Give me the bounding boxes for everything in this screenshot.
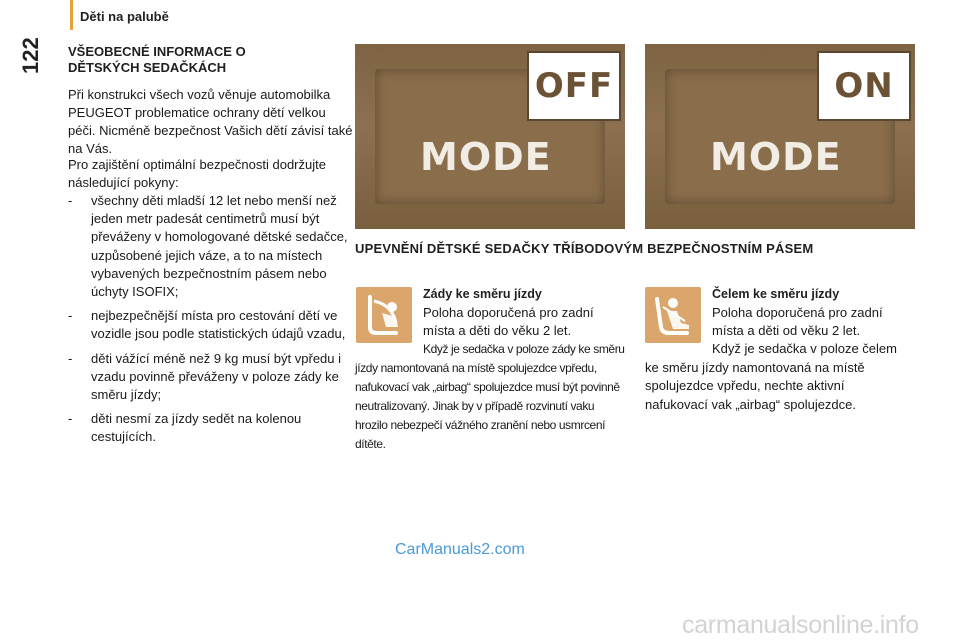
- list-item: - děti nesmí za jízdy sedět na kolenou cestujících.: [68, 411, 302, 445]
- section-accent-bar: [70, 0, 73, 30]
- rear-facing-title: Zády ke směru jízdy: [423, 287, 542, 301]
- mode-label: MODE: [420, 135, 552, 179]
- list-item: - děti vážící méně než 9 kg musí být vpředu i vzadu povinně převáženy v poloze zády ke směru jízdy;: [68, 350, 342, 403]
- list-item: - všechny děti mladší 12 let nebo menší než jeden metr padesát centimetrů musí být převáženy v homologované dětské sedačce, uzpůsobené jejich váze, a to na místech vybavených bezpečnostním pásem nebo úchyty ISOFIX;: [68, 193, 348, 300]
- three-point-belt-heading: UPEVNĚNÍ DĚTSKÉ SEDAČKY TŘÍBODOVÝM BEZPEČNOSTNÍM PÁSEM: [355, 241, 814, 256]
- rear-facing-warning: Když je sedačka v poloze zády ke směru jízdy namontovaná na místě spolujezdce vpředu, nafukovací vak „airbag“ spolujezdce musí být povinně neutralizovaný. Jinak by v případě rozvinutí vaku hrozilo nebezpečí vážného zranění nebo usmrcení dítěte.: [355, 342, 625, 451]
- forward-facing-note: Když je sedačka v poloze čelem ke směru jízdy namontovaná na místě spolujezdce vpředu, nechte aktivní nafukovací vak „airbag“ spolujezdce.: [645, 341, 897, 412]
- airbag-off-image: [355, 44, 625, 229]
- intro-paragraph: Při konstrukci všech vozů věnuje automobilka PEUGEOT problematice ochrany dětí velkou péči. Nicméně bezpečnost Vašich dětí závisí také na Vás.: [68, 87, 353, 156]
- mode-label: MODE: [710, 135, 842, 179]
- guidelines-paragraph: Pro zajištění optimální bezpečnosti dodržujte následující pokyny:: [68, 157, 326, 190]
- forward-facing-title: Čelem ke směru jízdy: [712, 287, 840, 301]
- airbag-on-image: [645, 44, 915, 229]
- safety-bullet-list: [68, 192, 353, 453]
- forward-facing-seat-icon: [645, 287, 701, 343]
- page-number: 122: [18, 37, 43, 74]
- forward-facing-recommendation: Poloha doporučená pro zadní místa a děti od věku 2 let.: [712, 305, 883, 338]
- section-title: Děti na palubě: [80, 9, 169, 24]
- rear-facing-recommendation: Poloha doporučená pro zadní místa a děti do věku 2 let.: [423, 305, 594, 338]
- general-info-heading: VŠEOBECNÉ INFORMACE O DĚTSKÝCH SEDAČKÁCH: [68, 44, 246, 75]
- watermark-link[interactable]: CarManuals2.com: [395, 541, 525, 558]
- watermark-text: carmanualsonline.info: [682, 611, 919, 639]
- list-item: - nejbezpečnější místa pro cestování dětí ve vozidle jsou podle statistických údajů vzadu,: [68, 308, 346, 342]
- off-indicator: OFF: [527, 51, 621, 121]
- rear-facing-seat-icon: [356, 287, 412, 343]
- on-indicator: ON: [817, 51, 911, 121]
